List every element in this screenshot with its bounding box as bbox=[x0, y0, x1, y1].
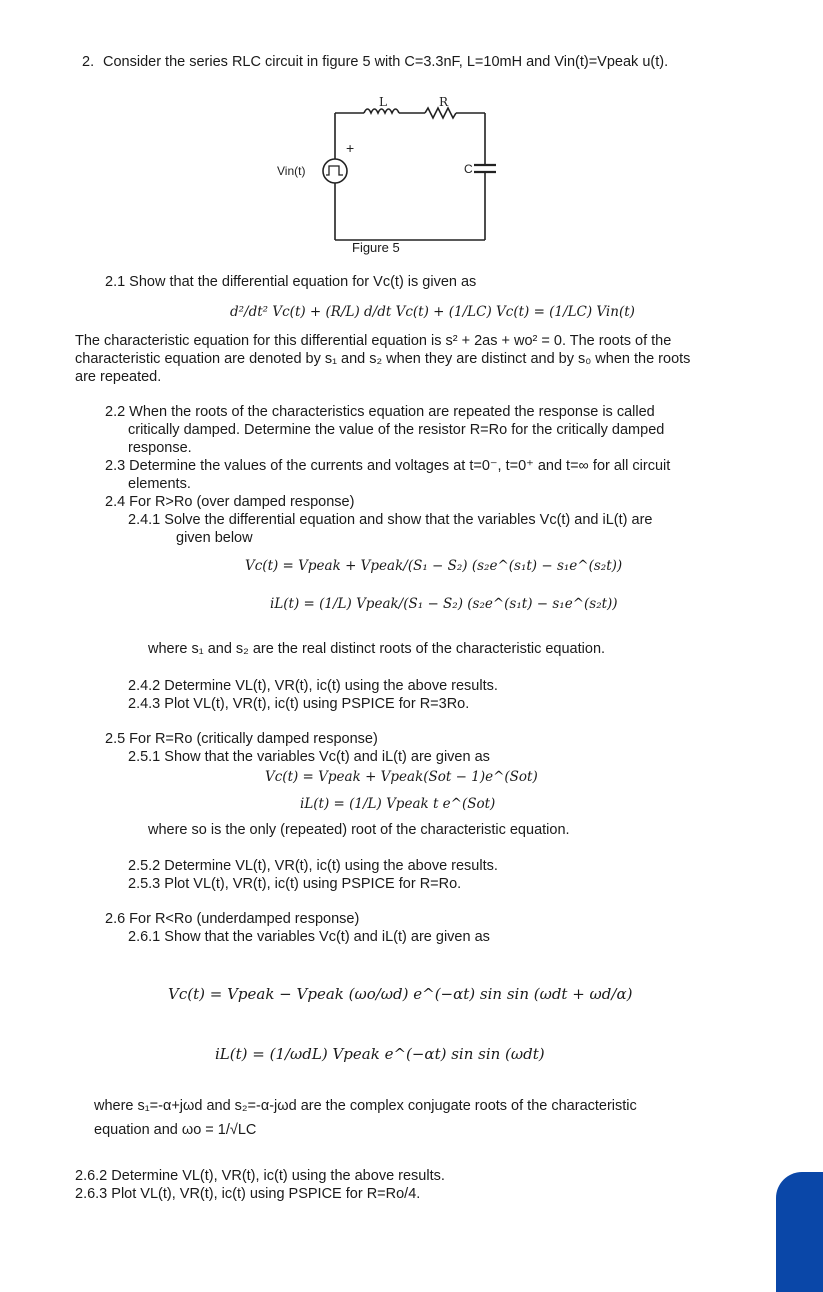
question-intro: Consider the series RLC circuit in figure 5 with C=3.3nF, L=10mH and Vin(t)=Vpeak u(t). bbox=[103, 54, 669, 70]
section-2-2-line-2: critically damped. Determine the value of the resistor R=Ro for the critically damped bbox=[128, 422, 665, 438]
equation-2-4-il: iL(t) = (1/L) Vpeak/(S₁ − S₂) (s₂e^(s₁t) − s₁e^(s₂t)) bbox=[270, 596, 618, 612]
corner-blue-tab[interactable] bbox=[776, 1172, 823, 1292]
item-2-6-1: 2.6.1 Show that the variables Vc(t) and iL(t) are given as bbox=[128, 929, 490, 945]
characteristic-line-1: The characteristic equation for this differential equation is s² + 2as + wo² = 0. The roots of the bbox=[75, 333, 672, 349]
equation-2-6-vc: Vc(t) = Vpeak − Vpeak (ωo/ωd) e^(−αt) sin sin (ωdt + ωd/α) bbox=[168, 985, 633, 1003]
resistor-label: R bbox=[439, 95, 449, 109]
equation-2-1: d²/dt² Vc(t) + (R/L) d/dt Vc(t) + (1/LC) Vc(t) = (1/LC) Vin(t) bbox=[230, 304, 635, 320]
source-label: Vin(t) bbox=[277, 164, 306, 178]
equation-2-4-vc: Vc(t) = Vpeak + Vpeak/(S₁ − S₂) (s₂e^(s₁t) − s₁e^(s₂t)) bbox=[245, 558, 623, 574]
item-2-4-3: 2.4.3 Plot VL(t), VR(t), ic(t) using PSPICE for R=3Ro. bbox=[128, 696, 470, 712]
characteristic-line-3: are repeated. bbox=[75, 369, 162, 385]
rlc-circuit-diagram bbox=[270, 88, 530, 258]
item-2-4-2: 2.4.2 Determine VL(t), VR(t), ic(t) using the above results. bbox=[128, 678, 498, 694]
inductor-label: L bbox=[379, 95, 387, 109]
equation-2-6-il: iL(t) = (1/ωdL) Vpeak e^(−αt) sin sin (ωdt) bbox=[215, 1045, 545, 1063]
item-2-4-1-line-1: 2.4.1 Solve the differential equation and show that the variables Vc(t) and iL(t) are bbox=[128, 512, 653, 528]
section-2-5-title: 2.5 For R=Ro (critically damped response) bbox=[105, 731, 378, 747]
section-2-6-where-line-2: equation and ωo = 1/√LC bbox=[94, 1122, 257, 1138]
inductor-symbol bbox=[364, 109, 399, 113]
item-2-5-1: 2.5.1 Show that the variables Vc(t) and iL(t) are given as bbox=[128, 749, 490, 765]
section-2-3-line-2: elements. bbox=[128, 476, 191, 492]
voltage-source-symbol bbox=[323, 159, 347, 183]
section-2-1-text: 2.1 Show that the differential equation for Vc(t) is given as bbox=[105, 274, 477, 290]
capacitor-label: C bbox=[464, 162, 473, 176]
resistor-symbol bbox=[425, 108, 456, 118]
characteristic-line-2: characteristic equation are denoted by s₁ and s₂ when they are distinct and by s₀ when the roots bbox=[75, 351, 691, 367]
section-2-6-title: 2.6 For R<Ro (underdamped response) bbox=[105, 911, 360, 927]
source-plus-label: + bbox=[346, 140, 355, 156]
section-2-5-where: where so is the only (repeated) root of the characteristic equation. bbox=[148, 822, 570, 838]
section-2-6-where-line-1: where s₁=-α+jωd and s₂=-α-jωd are the complex conjugate roots of the characteristic bbox=[94, 1098, 637, 1114]
item-2-6-3: 2.6.3 Plot VL(t), VR(t), ic(t) using PSPICE for R=Ro/4. bbox=[75, 1186, 421, 1202]
item-2-5-2: 2.5.2 Determine VL(t), VR(t), ic(t) using the above results. bbox=[128, 858, 498, 874]
item-2-4-1-line-2: given below bbox=[176, 530, 253, 546]
section-2-3-line-1: 2.3 Determine the values of the currents and voltages at t=0⁻, t=0⁺ and t=∞ for all circuit bbox=[105, 458, 671, 474]
item-2-5-3: 2.5.3 Plot VL(t), VR(t), ic(t) using PSPICE for R=Ro. bbox=[128, 876, 462, 892]
section-2-4-title: 2.4 For R>Ro (over damped response) bbox=[105, 494, 355, 510]
section-2-4-where: where s₁ and s₂ are the real distinct roots of the characteristic equation. bbox=[148, 641, 606, 657]
section-2-2-line-3: response. bbox=[128, 440, 192, 456]
equation-2-5-vc: Vc(t) = Vpeak + Vpeak(Sot − 1)e^(Sot) bbox=[265, 769, 538, 785]
item-2-6-2: 2.6.2 Determine VL(t), VR(t), ic(t) using the above results. bbox=[75, 1168, 445, 1184]
figure-caption: Figure 5 bbox=[352, 240, 400, 255]
equation-2-5-il: iL(t) = (1/L) Vpeak t e^(Sot) bbox=[300, 796, 496, 812]
question-number: 2. bbox=[82, 54, 95, 70]
section-2-2-line-1: 2.2 When the roots of the characteristics equation are repeated the response is called bbox=[105, 404, 655, 420]
